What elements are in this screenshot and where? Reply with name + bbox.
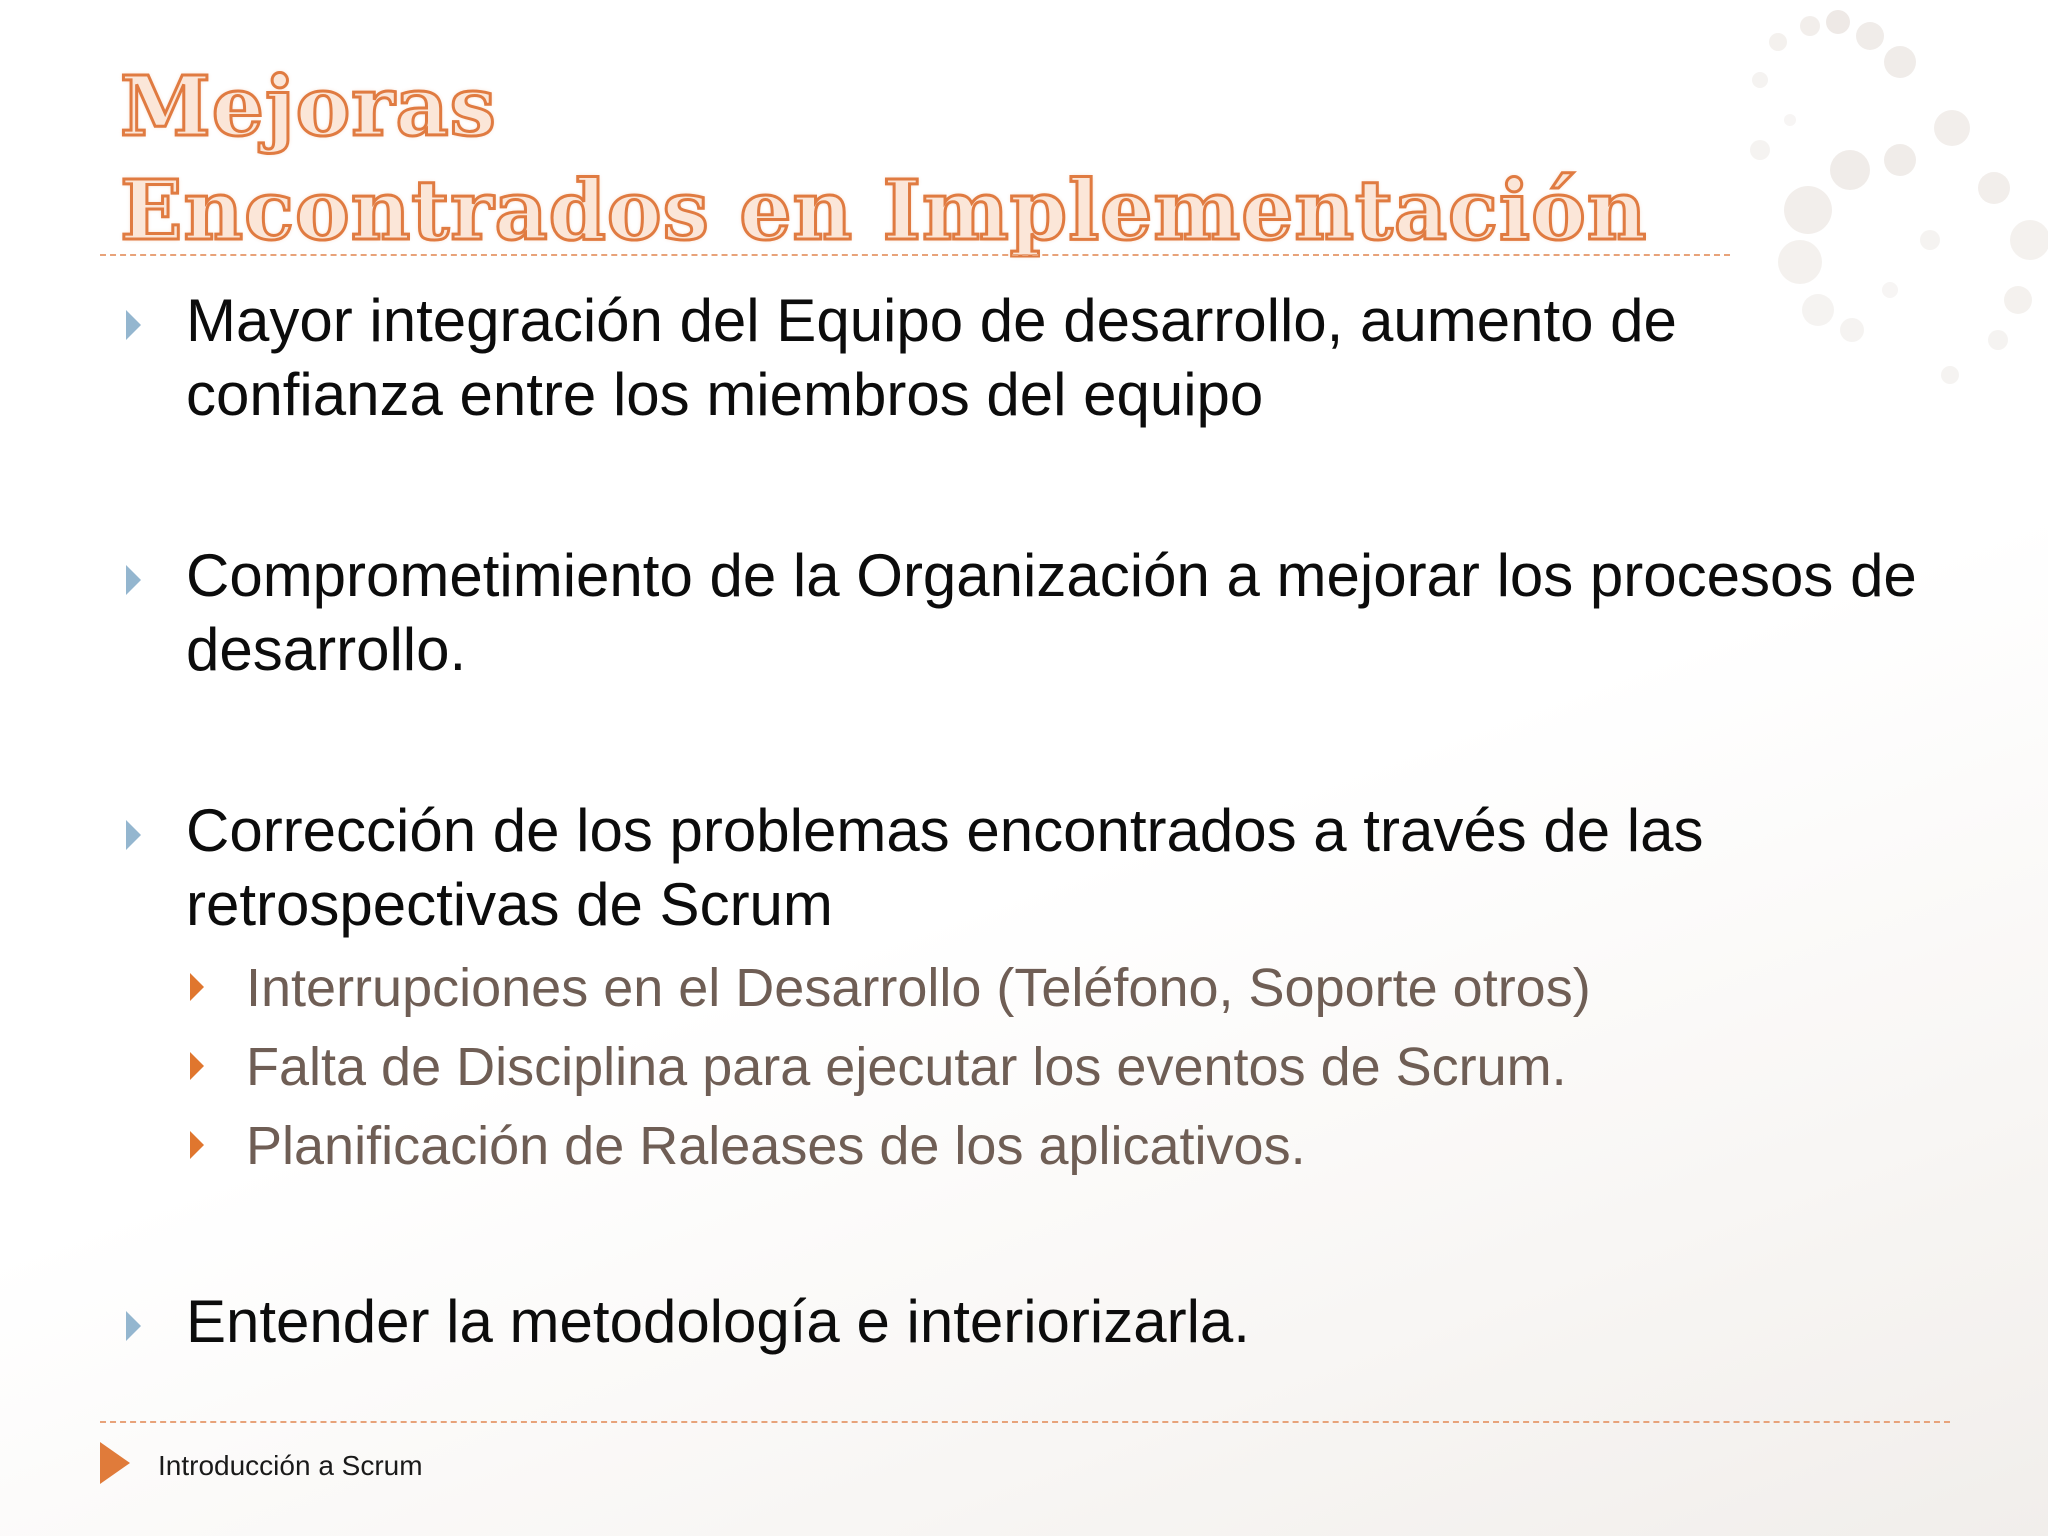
footer-label: Introducción a Scrum [158,1450,423,1481]
bullet-item [126,794,1926,942]
sub-bullet-item [190,951,1890,1025]
bullet-item [126,539,1926,687]
title-line-1: Mejoras [120,59,497,155]
footer-divider [100,1421,1950,1423]
bullet-arrow-icon [126,310,141,340]
sub-bullet-arrow-icon [190,1131,204,1159]
bullet-text: Comprometimiento de la Organización a mejorar los procesos de desarrollo. [186,542,1917,683]
bullet-text: Entender la metodología e interiorizarla. [186,1288,1250,1355]
sub-bullet-text: Interrupciones en el Desarrollo (Teléfono, Soporte otros) [246,958,1591,1018]
sub-bullet-arrow-icon [190,973,204,1001]
title-divider [100,254,1730,256]
bullet-text: Corrección de los problemas encontrados a través de las retrospectivas de Scrum [186,797,1704,938]
sub-bullet-text: Falta de Disciplina para ejecutar los eventos de Scrum. [246,1037,1567,1097]
sub-bullet-text: Planificación de Raleases de los aplicativos. [246,1116,1306,1176]
bullet-item [126,1285,1926,1359]
bullet-arrow-icon [126,1311,141,1341]
sub-bullet-item [190,1109,1890,1183]
sub-bullet-item [190,1030,1890,1104]
bullet-item [126,284,1926,432]
bullet-arrow-icon [126,820,141,850]
bullet-text: Mayor integración del Equipo de desarrollo, aumento de confianza entre los miembros del equipo [186,287,1677,428]
sub-bullet-arrow-icon [190,1052,204,1080]
title-line-2: Encontrados en Implementación [120,163,1648,259]
footer-arrow-icon [100,1442,130,1484]
bullet-arrow-icon [126,565,141,595]
slide-title [120,55,1647,263]
